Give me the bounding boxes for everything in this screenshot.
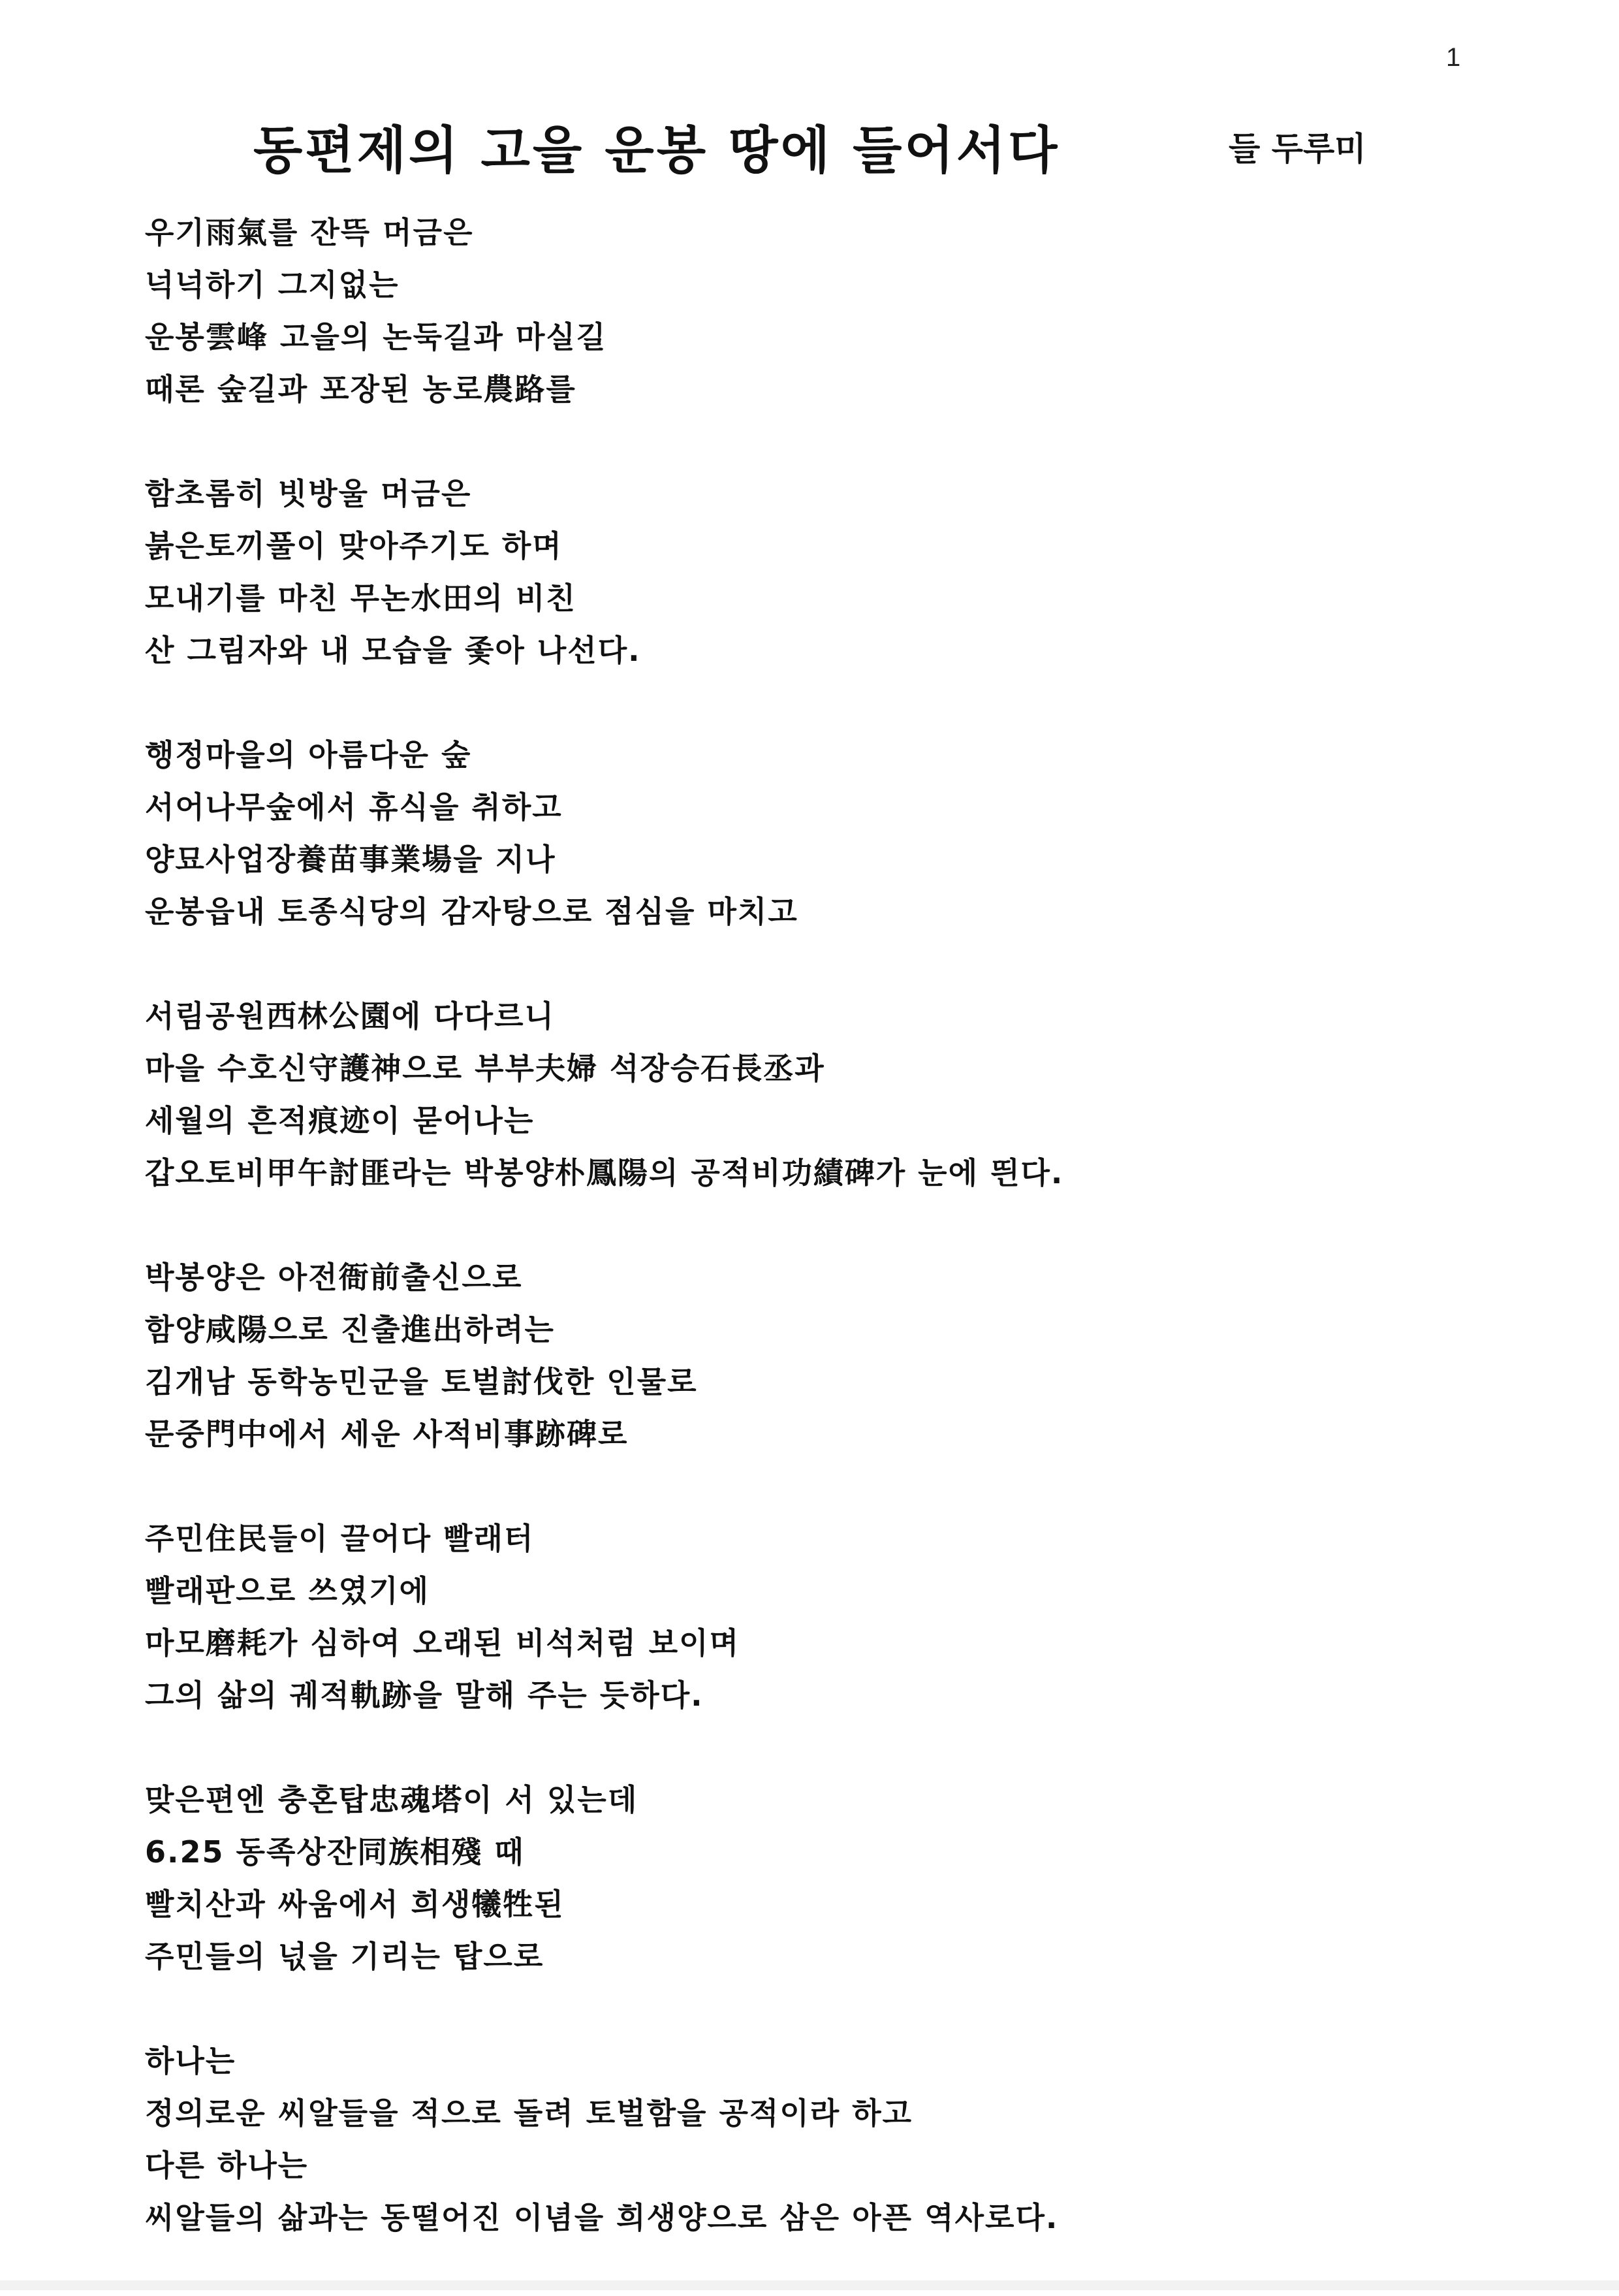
poem-line: 갑오토비甲午討匪라는 박봉양朴鳳陽의 공적비功績碑가 눈에 띈다. [145,1155,1064,1190]
poem-body [145,206,1516,2296]
stanza-2 [145,468,1516,677]
poem-line: 모내기를 마친 무논水田의 비친 [145,581,576,616]
poem-line: 다른 하나는 [145,2148,309,2183]
poem-line: 운봉읍내 토종식당의 감자탕으로 점심을 마치고 [145,894,798,929]
poem-line: 우기雨氣를 잔뜩 머금은 [145,215,474,250]
poem-title: 동편제의 고을 운봉 땅에 들어서다 [253,121,1060,180]
poem-line: 6.25 동족상잔同族相殘 때 [145,1834,525,1870]
poem-line: 서림공원西林公園에 다다르니 [145,998,555,1034]
poem-line: 때론 숲길과 포장된 농로農路를 [145,372,576,407]
stanza-8 [145,2035,1516,2244]
poem-line: 하나는 [145,2043,236,2079]
poem-line: 주민들의 넋을 기리는 탑으로 [145,1939,544,1974]
poem-line: 양묘사업장養苗事業場을 지나 [145,842,556,877]
stanza-4 [145,990,1516,1199]
poem-line: 빨치산과 싸움에서 희생犧牲된 [145,1887,565,1922]
poem-line: 마모磨耗가 심하여 오래된 비석처럼 보이며 [145,1625,740,1661]
stanza-3 [145,729,1516,938]
page-number: 1 [1446,43,1461,72]
poem-line: 서어나무숲에서 휴식을 취하고 [145,789,563,825]
poem-line: 씨알들의 삶과는 동떨어진 이념을 희생양으로 삼은 아픈 역사로다. [145,2200,1059,2235]
poem-line: 정의로운 씨알들을 적으로 돌려 토벌함을 공적이라 하고 [145,2096,913,2131]
poem-line: 그의 삶의 궤적軌跡을 말해 주는 듯하다. [145,1678,704,1713]
poem-author: 들 두루미 [1229,130,1366,168]
stanza-1 [145,206,1516,415]
poem-line: 주민住民들이 끌어다 빨래터 [145,1521,535,1556]
poem-line: 마을 수호신守護神으로 부부夫婦 석장승石長丞과 [145,1051,825,1086]
poem-line: 빨래판으로 쓰였기에 [145,1573,430,1608]
poem-line: 문중門中에서 세운 사적비事跡碑로 [145,1416,629,1452]
poem-line: 행정마을의 아름다운 숲 [145,737,472,773]
poem-line: 맞은편엔 충혼탑忠魂塔이 서 있는데 [145,1782,638,1817]
poem-line: 산 그림자와 내 모습을 좇아 나선다. [145,633,641,668]
stanza-6 [145,1512,1516,1721]
stanza-5 [145,1251,1516,1460]
scan-edge-divider [0,2280,1619,2290]
poem-line: 김개남 동학농민군을 토벌討伐한 인물로 [145,1364,698,1399]
poem-line: 함초롬히 빗방울 머금은 [145,476,472,511]
poem-line: 박봉양은 아전衙前출신으로 [145,1260,523,1295]
stanza-7 [145,1774,1516,1983]
poem-line: 운봉雲峰 고을의 논둑길과 마실길 [145,319,607,355]
poem-line: 함양咸陽으로 진출進出하려는 [145,1312,555,1347]
poem-line: 붉은토끼풀이 맞아주기도 하며 [145,528,563,564]
poem-line: 넉넉하기 그지없는 [145,267,400,302]
poem-line: 세월의 흔적痕迹이 묻어나는 [145,1103,535,1138]
